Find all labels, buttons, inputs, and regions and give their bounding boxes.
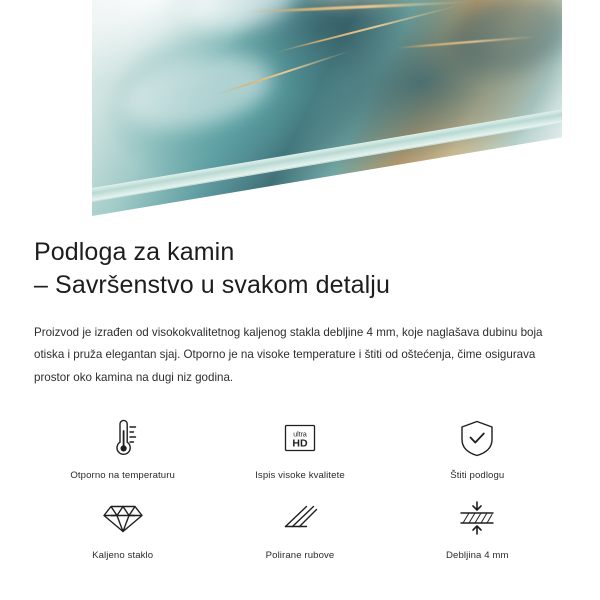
feature-item-protection [389,415,566,481]
shield-check-icon [458,415,496,461]
thermometer-icon [106,415,140,461]
svg-text:ultra: ultra [293,431,307,439]
feature-item-print-quality [211,415,388,481]
feature-label: Kaljeno staklo [92,550,154,562]
product-description: Proizvod je izrađen od visokokvalitetnog kaljenog stakla debljine 4 mm, koje naglašava dubinu boja otiska i pruža elegantan sjaj. Otporno je na visoke temperature i štiti od oštećenja, čime osigurava prostor oko kamina na dugi niz godina. [34,325,543,384]
feature-label: Ispis visoke kvalitete [255,470,345,482]
feature-item-thickness [389,495,566,561]
ultra-hd-icon [280,415,320,461]
diamond-icon [102,495,144,541]
sparkle-icon [536,182,552,198]
sparkle-icon [516,160,542,186]
feature-label: Štiti podlogu [450,470,505,482]
page-title-line-2: – Savršenstvo u svakom detalju [34,271,390,300]
page-title [34,236,566,303]
hero-image [0,0,600,218]
feature-label: Otporno na temperaturu [70,470,175,482]
feature-item-polished-edges [211,495,388,561]
feature-item-temperature [34,415,211,481]
feature-label: Debljina 4 mm [446,550,509,562]
sparkle-icon [500,186,510,196]
content-area [0,236,600,561]
page-title-line-1: Podloga za kamin [34,238,235,266]
feature-grid [34,415,566,561]
svg-text:HD: HD [292,437,308,450]
feature-item-tempered-glass [34,495,211,561]
thickness-arrows-icon [456,495,498,541]
polished-edges-icon [280,495,320,541]
feature-label: Polirane rubove [265,550,335,562]
